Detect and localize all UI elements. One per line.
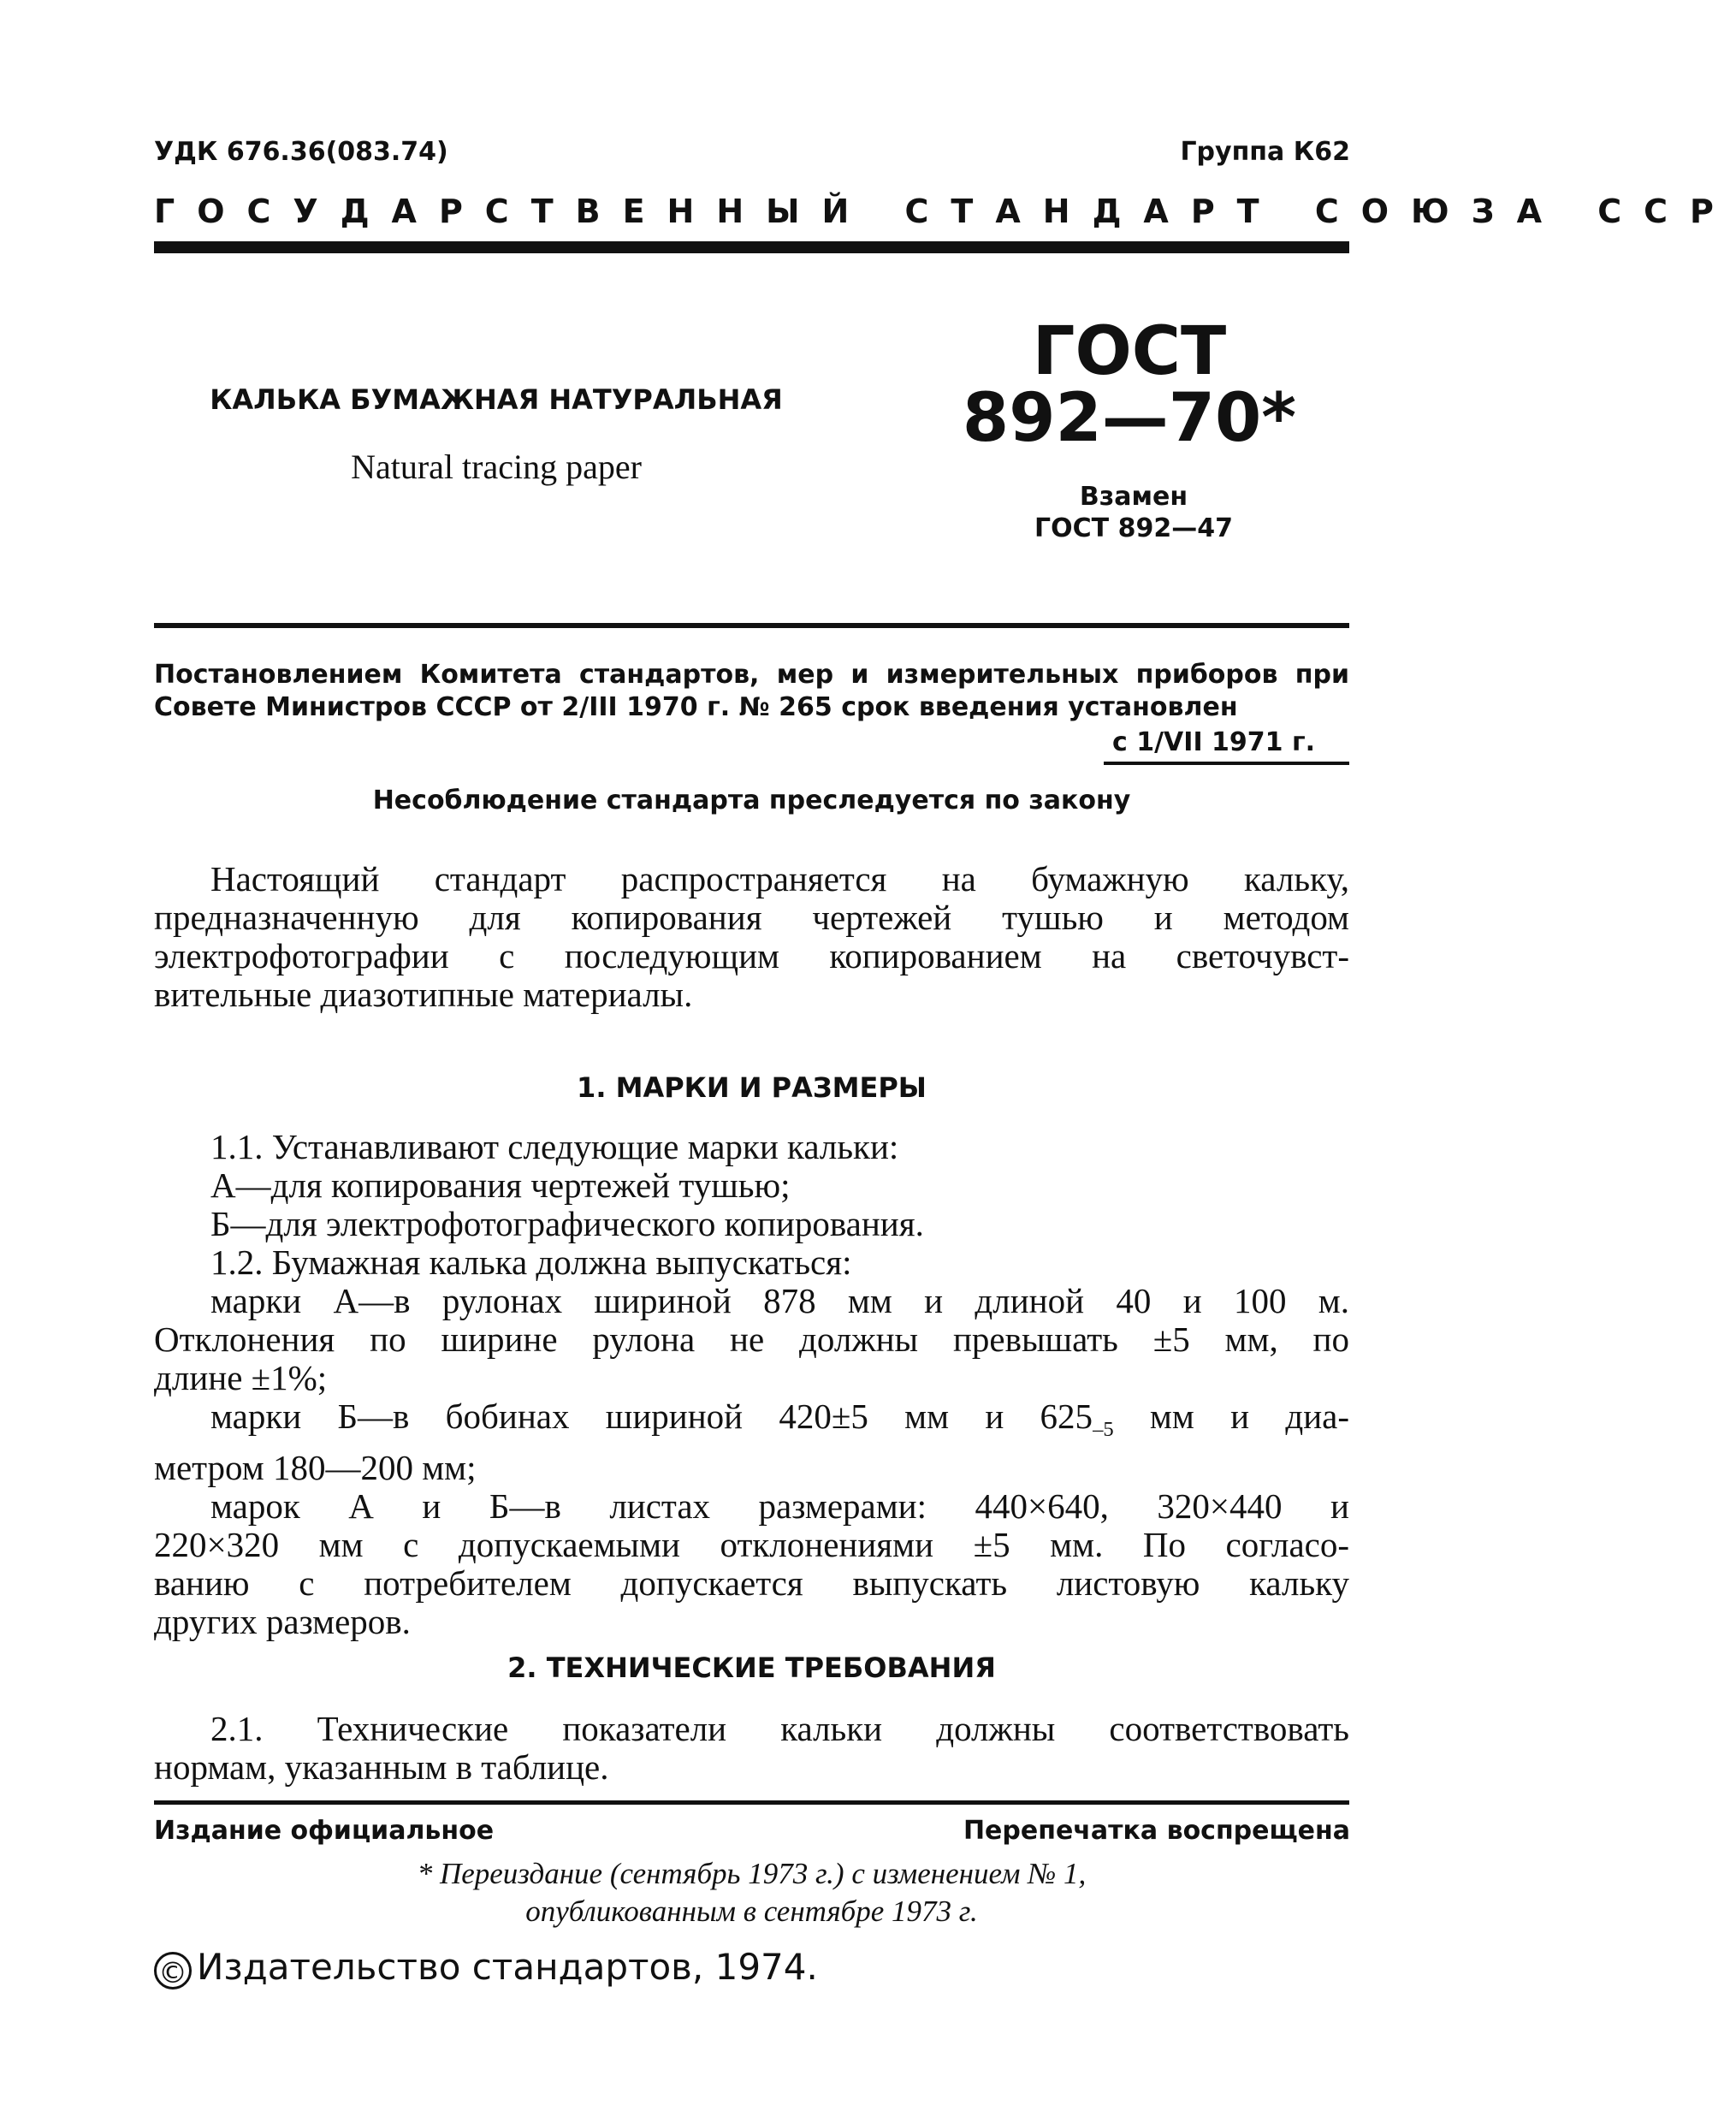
mark-b-line-1-post: мм и диа- (1113, 1397, 1349, 1436)
mark-a-definition: А—для копирования чертежей тушью; (210, 1165, 791, 1205)
decree-line-2: Совете Министров СССР от 2/III 1970 г. № 265 срок введения установлен (154, 692, 1238, 722)
clause-2-1-line-2: нормам, указанным в таблице. (154, 1747, 609, 1787)
copyright-icon: © (154, 1952, 192, 1990)
reprint-note-line-2: опубликованным в сентябре 1973 г. (525, 1895, 978, 1928)
mark-b-line-2: метром 180—200 мм; (154, 1448, 477, 1488)
reprint-note-line-1: * Переиздание (сентябрь 1973 г.) с изменением № 1, (417, 1857, 1087, 1890)
header-divider (154, 241, 1349, 253)
state-standard-heading: ГОСУДАРСТВЕННЫЙ СТАНДАРТ СОЮЗА ССР (154, 193, 1736, 230)
intro-line-3: электрофотографии с последующим копированием на светочувст- (154, 936, 1349, 976)
mark-a-line-3: длине ±1%; (154, 1358, 328, 1397)
legal-warning: Несоблюдение стандарта преследуется по закону (372, 786, 1131, 815)
copyright-line (154, 1946, 818, 1990)
group-code: Группа К62 (1180, 137, 1350, 167)
footer-divider (154, 1800, 1349, 1805)
intro-line-1: Настоящий стандарт распространяется на бумажную кальку, (210, 859, 1349, 898)
title-divider (154, 623, 1349, 628)
section-1-body (154, 1128, 1349, 1641)
reprint-prohibited-label: Перепечатка воспрещена (963, 1816, 1350, 1846)
replaces-reference: ГОСТ 892—47 (1034, 513, 1233, 543)
clause-1-2: 1.2. Бумажная калька должна выпускаться: (210, 1242, 852, 1282)
date-underline (1104, 762, 1349, 765)
decree-effective-date: с 1/VII 1971 г. (1112, 727, 1316, 757)
reprint-note (154, 1855, 1349, 1930)
mark-a-line-1: марки А—в рулонах шириной 878 мм и длиной 40 и 100 м. (210, 1281, 1349, 1320)
decree-text (154, 659, 1349, 724)
intro-line-2: предназначенную для копирования чертежей тушью и методом (154, 898, 1349, 937)
section-1-heading: 1. МАРКИ И РАЗМЕРЫ (577, 1071, 927, 1104)
clause-1-1: 1.1. Устанавливают следующие марки кальки: (210, 1127, 899, 1166)
mark-b-line-1 (154, 1397, 1349, 1449)
mark-a-line-2: Отклонения по ширине рулона не должны превышать ±5 мм, по (154, 1319, 1349, 1359)
document-title-ru: КАЛЬКА БУМАЖНАЯ НАТУРАЛЬНАЯ (210, 383, 783, 416)
marks-ab-line-4: других размеров. (154, 1602, 411, 1642)
marks-ab-line-3: ванию с потребителем допускается выпускать листовую кальку (154, 1563, 1349, 1604)
marks-ab-line-1: марок А и Б—в листах размерами: 440×640, 320×440 и (210, 1486, 1349, 1527)
tolerance-subscript: –5 (1093, 1418, 1114, 1442)
marks-ab-line-2: 220×320 мм с допускаемыми отклонениями ±5 мм. По согласо- (154, 1525, 1349, 1565)
udk-code: УДК 676.36(083.74) (154, 137, 448, 167)
official-edition-label: Издание официальное (154, 1816, 495, 1846)
decree-line-1: Постановлением Комитета стандартов, мер и измерительных приборов при (154, 660, 1349, 690)
section-2-heading: 2. ТЕХНИЧЕСКИЕ ТРЕБОВАНИЯ (507, 1652, 996, 1684)
mark-b-definition: Б—для электрофотографического копирования. (210, 1204, 924, 1243)
section-2-body (154, 1710, 1349, 1787)
copyright-text: Издательство стандартов, 1974. (197, 1946, 818, 1988)
gost-label: ГОСТ (1032, 313, 1227, 390)
gost-number: 892—70* (962, 380, 1297, 457)
mark-b-line-1-pre: марки Б—в бобинах шириной 420±5 мм и 625 (210, 1397, 1093, 1436)
clause-2-1-line-1: 2.1. Технические показатели кальки должны соответствовать (210, 1709, 1349, 1748)
replaces-label: Взамен (1079, 482, 1188, 512)
intro-paragraph (154, 860, 1349, 1014)
document-title-en: Natural tracing paper (351, 448, 642, 486)
intro-line-4: вительные диазотипные материалы. (154, 975, 693, 1014)
